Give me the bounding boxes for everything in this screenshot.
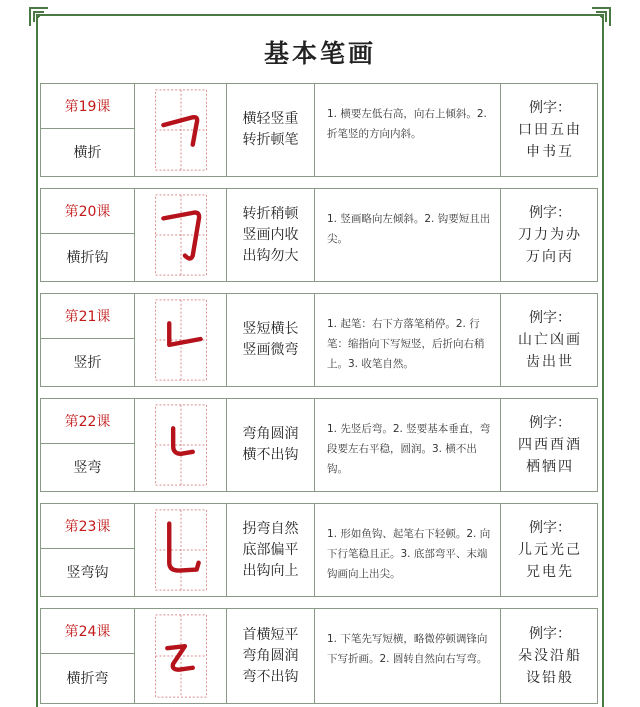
tips-cell xyxy=(315,189,501,281)
shu-wan-stroke-icon xyxy=(135,399,227,491)
corner-ornament-right xyxy=(590,6,612,28)
tips-cell xyxy=(315,399,501,491)
rhyme-cell xyxy=(227,189,315,281)
stroke-name: 竖弯钩 xyxy=(66,565,109,581)
page-title: 基本笔画 xyxy=(263,39,376,68)
stroke-grid-cell xyxy=(135,609,227,703)
stroke-rhyme: 弯角圆润 横不出钩 xyxy=(242,426,299,463)
tips-cell xyxy=(315,84,501,176)
example-label: 例字： xyxy=(529,205,571,221)
lesson-header-cell xyxy=(41,609,135,703)
lesson-header-cell xyxy=(41,294,135,386)
examples-cell xyxy=(501,294,599,386)
lesson-number: 第21课 xyxy=(41,294,134,339)
examples-cell xyxy=(501,504,599,596)
stroke-name: 横折 xyxy=(73,145,102,161)
lesson-row xyxy=(40,293,598,387)
shu-wan-gou-stroke-icon xyxy=(135,504,227,596)
stroke-name: 横折弯 xyxy=(66,671,109,687)
lesson-header-cell xyxy=(41,189,135,281)
lesson-row xyxy=(40,608,598,704)
rhyme-cell xyxy=(227,504,315,596)
writing-tips: 1. 竖画略向左倾斜。2. 钩要短且出尖。 xyxy=(327,213,491,245)
example-characters: 刀力为办 万向丙 xyxy=(518,227,582,265)
lesson-number: 第24课 xyxy=(41,609,134,654)
examples-cell xyxy=(501,609,599,703)
lesson-header-cell xyxy=(41,84,135,176)
writing-tips: 1. 先竖后弯。2. 竖要基本垂直，弯段要左右平稳，圆润。3. 横不出钩。 xyxy=(327,423,491,475)
example-label: 例字： xyxy=(529,415,571,431)
lesson-row xyxy=(40,188,598,282)
example-label: 例字： xyxy=(529,520,571,536)
example-characters: 口田五由 申书互 xyxy=(518,122,582,160)
stroke-name: 竖弯 xyxy=(73,460,102,476)
lesson-header-cell xyxy=(41,504,135,596)
lesson-number: 第20课 xyxy=(41,189,134,234)
stroke-rhyme: 横轻竖重 转折顿笔 xyxy=(242,111,299,148)
tips-cell xyxy=(315,504,501,596)
stroke-rhyme: 竖短横长 竖画微弯 xyxy=(242,321,299,358)
stroke-grid-cell xyxy=(135,294,227,386)
stroke-grid-cell xyxy=(135,504,227,596)
rhyme-cell xyxy=(227,294,315,386)
lesson-header-cell xyxy=(41,399,135,491)
writing-tips: 1. 横要左低右高，向右上倾斜。2. 折笔竖的方向内斜。 xyxy=(327,108,487,140)
example-characters: 儿元光己 兄电先 xyxy=(518,542,582,580)
heng-zhe-stroke-icon xyxy=(135,84,227,176)
tips-cell xyxy=(315,609,501,703)
examples-cell xyxy=(501,189,599,281)
stroke-name: 横折钩 xyxy=(66,250,109,266)
example-label: 例字： xyxy=(529,100,571,116)
example-characters: 四西酉酒 栖牺四 xyxy=(518,437,582,475)
lesson-row xyxy=(40,398,598,492)
frame-right-line xyxy=(602,14,604,707)
example-characters: 朵没沿船 设铅般 xyxy=(518,648,582,686)
writing-tips: 1. 起笔：右下方落笔稍停。2. 行笔：缩指向下写短竖，后折向右稍上。3. 收笔自然。 xyxy=(327,318,485,370)
example-label: 例字： xyxy=(529,310,571,326)
heng-zhe-wan-stroke-icon xyxy=(135,609,227,703)
lesson-number: 第19课 xyxy=(41,84,134,129)
lesson-number: 第23课 xyxy=(41,504,134,549)
shu-zhe-stroke-icon xyxy=(135,294,227,386)
stroke-grid-cell xyxy=(135,399,227,491)
stroke-rhyme: 首横短平 弯角圆润 弯不出钩 xyxy=(242,626,299,685)
lesson-number: 第22课 xyxy=(41,399,134,444)
tips-cell xyxy=(315,294,501,386)
examples-cell xyxy=(501,84,599,176)
stroke-grid-cell xyxy=(135,189,227,281)
lesson-row xyxy=(40,503,598,597)
rhyme-cell xyxy=(227,399,315,491)
examples-cell xyxy=(501,399,599,491)
heng-zhe-gou-stroke-icon xyxy=(135,189,227,281)
stroke-name: 竖折 xyxy=(73,355,102,371)
stroke-grid-cell xyxy=(135,84,227,176)
stroke-rhyme: 拐弯自然 底部偏平 出钩向上 xyxy=(242,520,299,579)
example-label: 例字： xyxy=(529,626,571,642)
corner-ornament-left xyxy=(28,6,50,28)
lesson-row xyxy=(40,83,598,177)
rhyme-cell xyxy=(227,609,315,703)
writing-tips: 1. 形如鱼钩、起笔右下轻顿。2. 向下行笔稳且正。3. 底部弯平、末端钩画向上出尖。 xyxy=(327,528,491,580)
frame-top-line xyxy=(36,14,604,16)
frame-left-line xyxy=(36,14,38,707)
example-characters: 山亡凶画 齿出世 xyxy=(518,332,582,370)
writing-tips: 1. 下笔先写短横，略微停顿调锋向下写折画。2. 圆转自然向右写弯。 xyxy=(327,633,488,665)
rhyme-cell xyxy=(227,84,315,176)
stroke-rhyme: 转折稍顿 竖画内收 出钩勿大 xyxy=(242,205,299,264)
